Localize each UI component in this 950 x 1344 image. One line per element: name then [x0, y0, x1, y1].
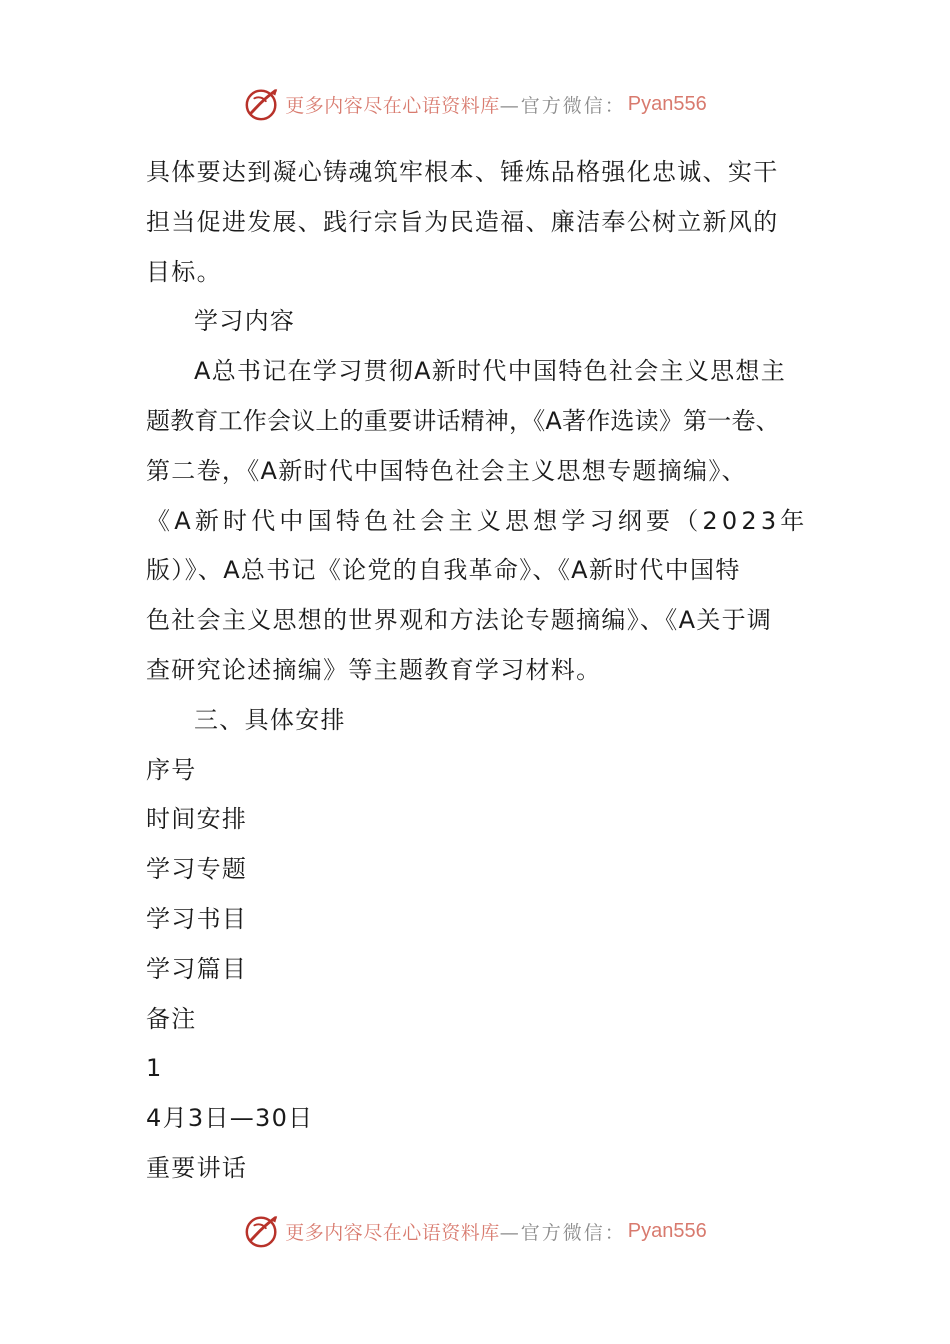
paragraph-line: 版）》、A总书记《论党的自我革命》、《A新时代中国特 [146, 556, 741, 585]
table-cell-header: 学习专题 [146, 855, 248, 884]
paragraph-line: 第二卷，《A新时代中国特色社会主义思想专题摘编》、 [146, 456, 747, 485]
paragraph-line: 《A新时代中国特色社会主义思想学习纲要（2023年 [146, 506, 809, 535]
pen-logo-icon [243, 1212, 281, 1250]
watermark-official-text: —官方微信： [499, 94, 626, 117]
paragraph-line: 查研究论述摘编》等主题教育学习材料。 [146, 655, 602, 684]
paragraph-line: 具体要达到凝心铸魂筑牢根本、锤炼品格强化忠诚、实干 [146, 158, 779, 186]
table-cell: 1 [146, 1054, 163, 1083]
table-cell-header: 学习书目 [146, 904, 248, 933]
watermark-official-text: —官方微信： [499, 1221, 626, 1244]
watermark-wechat-id: Pyan556 [627, 92, 707, 115]
watermark-site-text: 更多内容尽在心语资料库 [285, 94, 500, 117]
document-body [146, 148, 811, 1194]
table-cell-header: 学习篇目 [146, 954, 248, 983]
table-cell: 重要讲话 [146, 1153, 248, 1182]
paragraph-line: 题教育工作会议上的重要讲话精神，《A著作选读》第一卷、 [146, 406, 780, 435]
section-heading: 学习内容 [194, 307, 296, 336]
watermark-wechat-id: Pyan556 [627, 1219, 707, 1242]
table-cell-header: 序号 [146, 755, 197, 784]
paragraph-line: 色社会主义思想的世界观和方法论专题摘编》、《A关于调 [146, 606, 773, 635]
header-watermark [0, 82, 950, 126]
paragraph-line: A总书记在学习贯彻A新时代中国特色社会主义思想主 [194, 357, 787, 386]
pen-logo-icon [243, 85, 281, 123]
paragraph-line: 担当促进发展、践行宗旨为民造福、廉洁奉公树立新风的 [146, 207, 779, 236]
table-cell-header: 时间安排 [146, 805, 248, 834]
table-cell: 4月3日—30日 [146, 1104, 314, 1133]
paragraph-line: 目标。 [146, 257, 222, 286]
table-cell-header: 备注 [146, 1004, 197, 1033]
watermark-site-text: 更多内容尽在心语资料库 [285, 1221, 500, 1244]
section-heading: 三、具体安排 [194, 705, 346, 734]
footer-watermark [0, 1209, 950, 1253]
